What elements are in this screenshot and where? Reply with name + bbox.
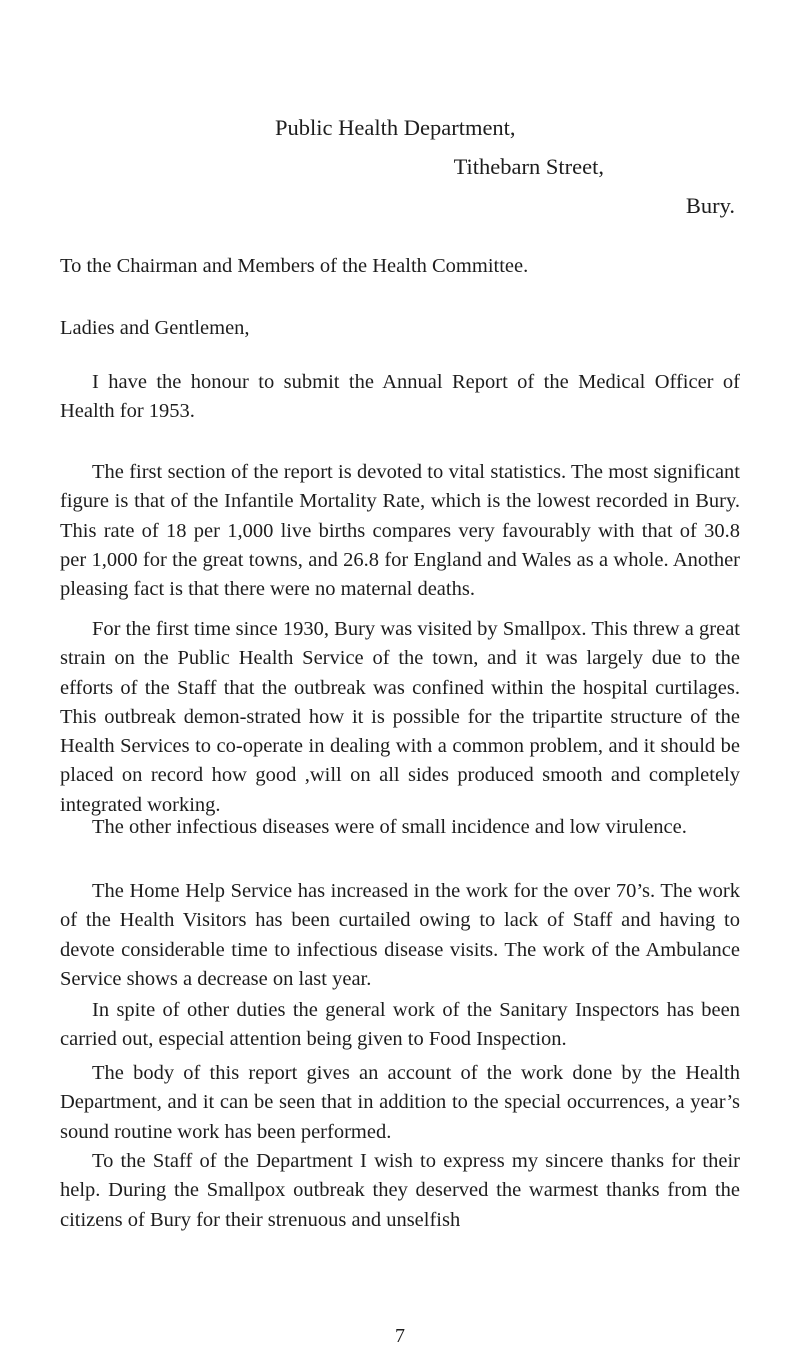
letterhead-department: Public Health Department,	[275, 115, 516, 140]
paragraph-infectious-diseases: The other infectious diseases were of small incidence and low virulence.	[92, 816, 687, 838]
letterhead-street: Tithebarn Street,	[453, 154, 604, 179]
paragraph-home-help-service: The Home Help Service has increased in the work for the over 70’s. The work of the Health Visitors has been curtailed owing to lack of Staff and having to devote considerable time to infectious disease visits. The work of the Ambulance Service shows a decrease on last year.	[60, 880, 740, 990]
addressee-line: To the Chairman and Members of the Health Committee.	[60, 255, 529, 277]
paragraph-vital-statistics: The first section of the report is devoted to vital statistics. The most significant figure is that of the Infantile Mortality Rate, which is the lowest recorded in Bury. This rate of 18 per 1,000 live births compares very favourably with that of 30.8 per 1,000 for the great towns, and 26.8 for England and Wales as a whole. Another pleasing fact is that there were no maternal deaths.	[60, 461, 740, 601]
paragraph-smallpox-outbreak: For the first time since 1930, Bury was visited by Smallpox. This threw a great strain on the Public Health Service of the town, and it was largely due to the efforts of the Staff that the outbreak was confined within the hospital curtilages. This outbreak demon-strated how it is possible for the tripartite structure of the Health Services to co-operate in dealing with a common problem, and it should be placed on record how good ,will on all sides produced smooth and completely integrated working.	[60, 618, 740, 816]
paragraph-sanitary-inspectors: In spite of other duties the general work of the Sanitary Inspectors has been carried out, especial attention being given to Food Inspection.	[60, 999, 740, 1051]
paragraph-report-submission: I have the honour to submit the Annual Report of the Medical Officer of Health for 1953.	[60, 371, 740, 423]
page-number: 7	[395, 1325, 405, 1347]
paragraph-staff-thanks: To the Staff of the Department I wish to express my sincere thanks for their help. During the Smallpox outbreak they deserved the warmest thanks from the citizens of Bury for their strenuous and unselfish	[60, 1150, 740, 1231]
paragraph-report-body: The body of this report gives an account of the work done by the Health Department, and it can be seen that in addition to the special occurrences, a year’s sound routine work has been performed.	[60, 1062, 740, 1143]
salutation: Ladies and Gentlemen,	[60, 317, 250, 339]
letterhead-town: Bury.	[685, 193, 735, 218]
